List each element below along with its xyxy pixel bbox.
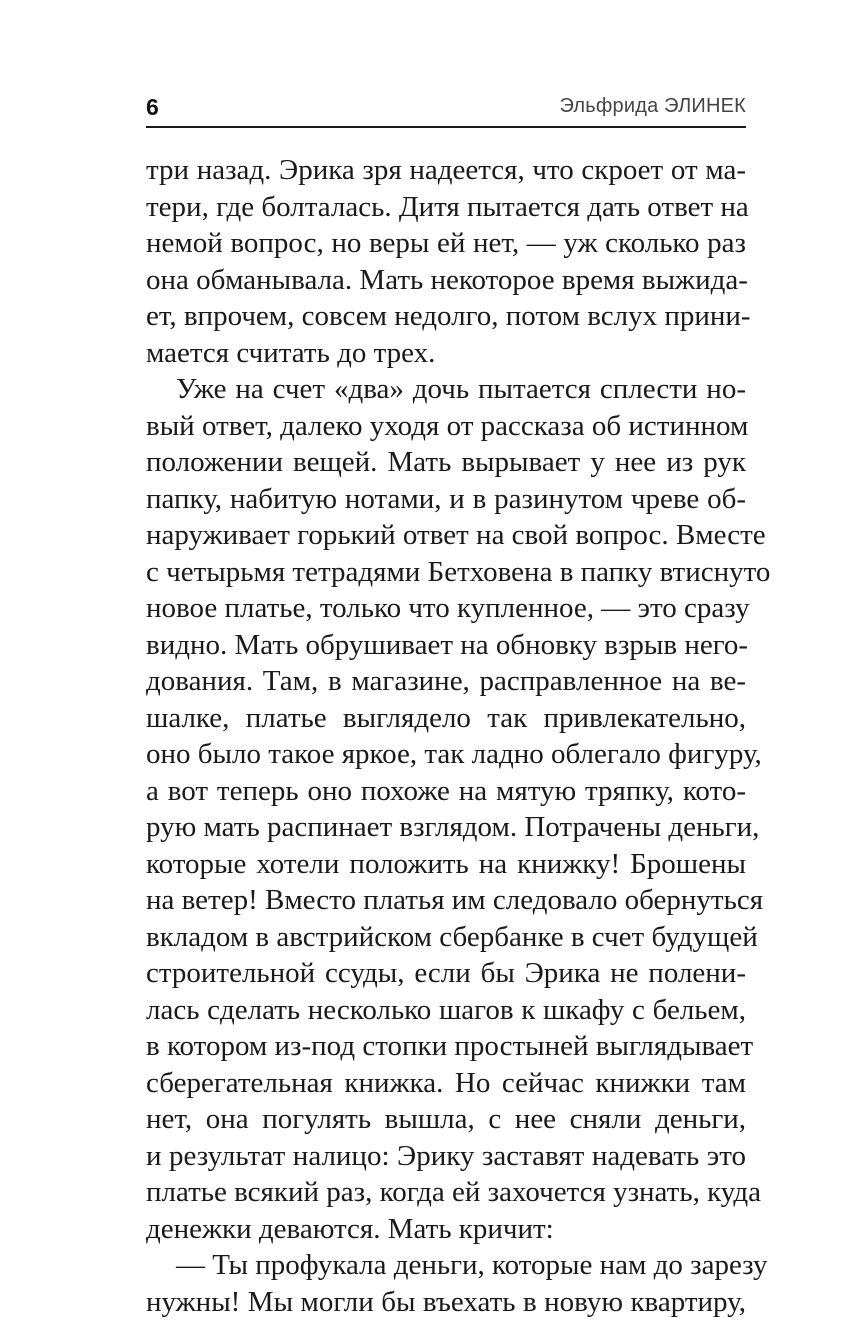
text-line: нужны! Мы могли бы въехать в новую квартиру, [146,1284,746,1320]
text-line: Уже на счет «два» дочь пытается сплести но- [146,371,746,408]
text-line: а вот теперь оно похоже на мятую тряпку, кото- [146,773,746,810]
text-line: оно было такое яркое, так ладно облегало фигуру, [146,736,746,773]
text-line: и результат налицо: Эрику заставят надевать это [146,1138,746,1175]
text-line: — Ты профукала деньги, которые нам до зарезу [146,1247,746,1284]
text-line: она обманывала. Мать некоторое время выжида- [146,262,746,299]
text-line: строительной ссуды, если бы Эрика не полени- [146,955,746,992]
text-line: нет, она погулять вышла, с нее сняли деньги, [146,1101,746,1138]
text-line: дования. Там, в магазине, расправленное на ве- [146,663,746,700]
text-line: положении вещей. Мать вырывает у нее из рук [146,444,746,481]
text-line: рую мать распинает взглядом. Потрачены деньги, [146,809,746,846]
text-line: с четырьмя тетрадями Бетховена в папку втиснуто [146,554,746,591]
page-header [146,86,746,128]
text-line: на ветер! Вместо платья им следовало обернуться [146,882,746,919]
running-title: Эльфрида ЭЛИНЕК [559,95,746,118]
text-line: сберегательная книжка. Но сейчас книжки там [146,1065,746,1102]
text-line: в котором из-под стопки простыней выглядывает [146,1028,746,1065]
text-line: вкладом в австрийском сбербанке в счет будущей [146,919,746,956]
text-line: видно. Мать обрушивает на обновку взрыв него- [146,627,746,664]
text-line: три назад. Эрика зря надеется, что скроет от ма- [146,152,746,189]
text-line: платье всякий раз, когда ей захочется узнать, куда [146,1174,746,1211]
text-line: которые хотели положить на книжку! Брошены [146,846,746,883]
text-line: лась сделать несколько шагов к шкафу с бельем, [146,992,746,1029]
text-line: новое платье, только что купленное, — это сразу [146,590,746,627]
text-line: вый ответ, далеко уходя от рассказа об истинном [146,408,746,445]
text-line: немой вопрос, но веры ей нет, — уж сколько раз [146,225,746,262]
text-line: ет, впрочем, совсем недолго, потом вслух прини- [146,298,746,335]
text-line: папку, набитую нотами, и в разинутом чреве об- [146,481,746,518]
text-line: наруживает горький ответ на свой вопрос. Вместе [146,517,746,554]
text-line: шалке, платье выглядело так привлекательно, [146,700,746,737]
text-line: тери, где болталась. Дитя пытается дать ответ на [146,189,746,226]
page-number: 6 [146,94,159,121]
text-line: мается считать до трех. [146,335,746,372]
body-text [146,152,746,1320]
text-line: денежки деваются. Мать кричит: [146,1211,746,1248]
